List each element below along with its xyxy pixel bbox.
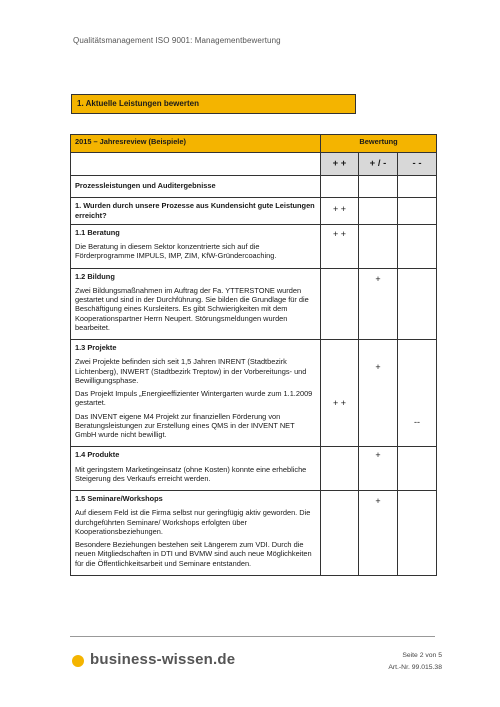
- review-item: [71, 224, 321, 268]
- review-item: [71, 340, 321, 447]
- page-number: Seite 2 von 5: [402, 652, 442, 659]
- question-row: [71, 198, 437, 225]
- rating-mark: + +: [321, 224, 359, 268]
- rating-header: Bewertung: [321, 135, 437, 153]
- blank-cell: [71, 153, 321, 176]
- item-title: 1.2 Bildung: [75, 271, 115, 281]
- item-title: 1.1 Beratung: [75, 227, 120, 237]
- rating-mark: [398, 491, 437, 576]
- rating-mark: + +: [321, 198, 359, 225]
- rating-mark: [321, 268, 359, 340]
- rating-mark: --: [398, 340, 437, 447]
- footer-divider: [70, 636, 435, 637]
- rating-mark: + +: [321, 340, 359, 447]
- table-row: [71, 224, 437, 268]
- section-heading: 1. Aktuelle Leistungen bewerten: [71, 94, 356, 114]
- review-table: [70, 134, 437, 576]
- rating-mark: +: [359, 340, 398, 447]
- rating-mark: +: [359, 268, 398, 340]
- rating-mark: [359, 224, 398, 268]
- item-paragraph: Zwei Projekte befinden sich seit 1,5 Jahren INRENT (Stadtbezirk Lichtenberg), INWERT (Stadtbezirk Treptow) in der Vorbereitungs- und Bewilligungsphase.: [75, 357, 307, 385]
- rating-symbol-poor: - -: [398, 153, 437, 176]
- question-text: 1. Wurden durch unsere Prozesse aus Kundensicht gute Leistungen erreicht?: [71, 198, 321, 225]
- rating-mark: [398, 447, 437, 491]
- rating-mark: [398, 268, 437, 340]
- item-title: 1.4 Produkte: [75, 450, 120, 460]
- item-paragraph: Das Projekt Impuls „Energieeffizienter Wintergarten wurde zum 1.1.2009 gestartet.: [75, 389, 313, 408]
- table-row: [71, 491, 437, 576]
- category-label: Prozessleistungen und Auditergebnisse: [71, 176, 321, 198]
- item-paragraph: Besondere Beziehungen bestehen seit Längerem zum VDI. Durch die neuen Mitgliedschaften in DTI und BVMW sind auch neue Möglichkeiten für die Öffentlichkeitsarbeit und Seminare entstanden.: [75, 540, 312, 568]
- rating-mark: [321, 491, 359, 576]
- rating-symbol-neutral: + / -: [359, 153, 398, 176]
- table-title: 2015 – Jahresreview (Beispiele): [71, 135, 321, 153]
- rating-symbols-row: [71, 153, 437, 176]
- item-title: 1.5 Seminare/Workshops: [75, 494, 163, 503]
- item-paragraph: Zwei Bildungsmaßnahmen im Auftrag der Fa. YTTERSTONE wurden gestartet und sind in der Durchführung. Sie bilden die Grundlage für die Beschäftigung eines Kursleiters. Es gibt Schwierigkeiten mit dem Kooperationspartner Herrn Neupert. Störungsmeldungen wurden bearbeitet.: [75, 285, 309, 332]
- logo-dot-icon: [72, 655, 84, 667]
- item-title: 1.3 Projekte: [75, 343, 117, 352]
- item-paragraph: Das INVENT eigene M4 Projekt zur finanziellen Förderung von Beratungsleistungen zur Erstellung eines QMS in der INVENT NET GmbH wurde nicht bewilligt.: [75, 411, 295, 439]
- category-row: [71, 176, 437, 198]
- item-paragraph: Auf diesem Feld ist die Firma selbst nur geringfügig aktiv geworden. Die durchgeführten Seminare/ Workshops erfolgten über Kooperationsbeziehungen.: [75, 508, 311, 536]
- item-paragraph: Mit geringstem Marketingeinsatz (ohne Kosten) konnte eine erhebliche Steigerung des Verkaufs erreicht werden.: [75, 464, 307, 483]
- business-wissen-logo[interactable]: business-wissen.de: [90, 651, 236, 668]
- rating-mark: [398, 224, 437, 268]
- review-item: [71, 491, 321, 576]
- item-paragraph: Die Beratung in diesem Sektor konzentrierte sich auf die Förderprogramme IMPULS, IMP, ZIM, KfW-Gründercoaching.: [75, 242, 277, 261]
- review-item: [71, 447, 321, 491]
- rating-mark: +: [359, 491, 398, 576]
- table-row: [71, 340, 437, 447]
- table-header-row: [71, 135, 437, 153]
- rating-mark: [321, 447, 359, 491]
- article-number: Art.-Nr. 99.015.38: [388, 664, 442, 671]
- table-row: [71, 268, 437, 340]
- document-header: Qualitätsmanagement ISO 9001: Managementbewertung: [73, 36, 281, 45]
- rating-mark: +: [359, 447, 398, 491]
- review-item: [71, 268, 321, 340]
- page-info: [370, 650, 442, 674]
- rating-symbol-very-good: + +: [321, 153, 359, 176]
- table-row: [71, 447, 437, 491]
